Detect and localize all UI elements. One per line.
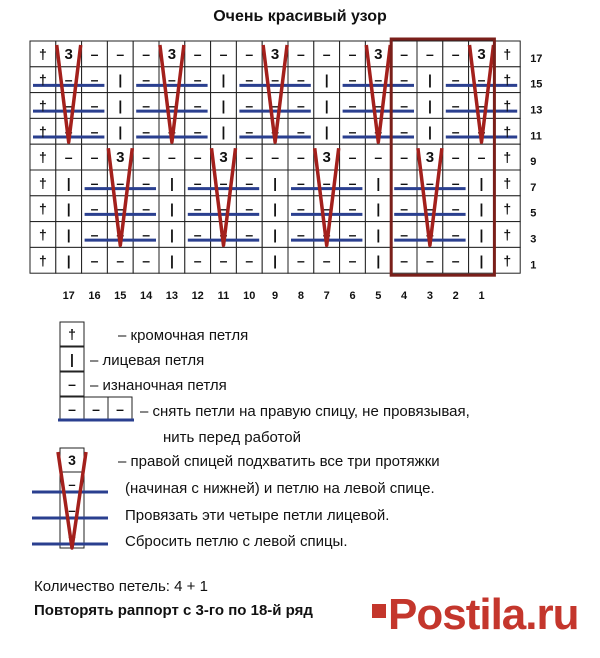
- stitch-symbol-purl: –: [90, 149, 99, 166]
- stitch-symbol-purl: –: [219, 45, 228, 62]
- stitch-symbol-purl: –: [219, 252, 228, 269]
- row-number: 1: [530, 259, 537, 272]
- stitch-symbol-purl: –: [90, 226, 99, 243]
- stitch-symbol-purl: –: [400, 45, 408, 62]
- stitch-symbol-knit: |: [324, 71, 329, 88]
- stitch-symbol-purl: –: [142, 71, 150, 88]
- stitch-symbol-purl: –: [142, 174, 150, 191]
- stitch-symbol-purl: –: [142, 200, 150, 217]
- stitch-symbol-knit: |: [273, 174, 278, 191]
- stitch-symbol-purl: –: [348, 174, 357, 191]
- stitch-symbol-edge: †: [503, 123, 512, 140]
- stitch-symbol-purl: –: [193, 149, 202, 166]
- stitch-symbol-purl: –: [90, 252, 99, 269]
- stitch-symbol-purl: –: [297, 71, 305, 88]
- stitch-symbol-edge: †: [503, 174, 512, 191]
- legend-knit-cell-symbol: |: [70, 351, 74, 367]
- stitch-symbol-purl: –: [193, 174, 202, 191]
- legend-three-purl: –: [68, 477, 76, 492]
- stitch-symbol-purl: –: [400, 200, 408, 217]
- stitch-symbol-purl: –: [90, 71, 99, 88]
- stitch-symbol-knit: |: [479, 174, 484, 191]
- stitch-symbol-knit: |: [376, 200, 381, 217]
- stitch-symbol-purl: –: [142, 97, 150, 114]
- stitch-symbol-knit: |: [376, 226, 381, 243]
- stitch-symbol-cross: –: [168, 97, 176, 114]
- legend-knit-text: – лицевая петля: [90, 352, 205, 369]
- legend-three-text-1: – правой спицей подхватить все три протяжки: [118, 453, 440, 470]
- stitch-symbol-knit: |: [169, 252, 174, 269]
- stitch-symbol-purl: –: [297, 45, 305, 62]
- stitch-symbol-purl: –: [348, 97, 357, 114]
- stitch-symbol-cross: –: [64, 71, 73, 88]
- column-number: 10: [243, 290, 256, 303]
- column-number: 14: [139, 290, 153, 303]
- stitch-symbol-knit: |: [66, 252, 71, 269]
- column-number: 1: [478, 290, 485, 303]
- stitch-symbol-cross: –: [219, 226, 228, 243]
- legend-slip-text-1: – снять петли на правую спицу, не провязывая,: [140, 403, 470, 420]
- repeat-instruction: Повторять раппорт с 3-го по 18-й ряд: [34, 602, 313, 619]
- stitch-symbol-purl: –: [90, 97, 99, 114]
- legend-three-purl: –: [68, 529, 76, 544]
- stitch-symbol-purl: –: [193, 97, 202, 114]
- stitch-symbol-purl: –: [348, 71, 357, 88]
- stitch-symbol-knit: |: [66, 200, 71, 217]
- legend-purl-text: – изнаночная петля: [90, 377, 227, 394]
- column-number: 8: [297, 290, 304, 303]
- stitch-symbol-knit: |: [221, 71, 226, 88]
- stitch-symbol-cross: –: [271, 123, 279, 140]
- legend-edge-text: – кромочная петля: [118, 327, 249, 344]
- stitch-symbol-purl: –: [193, 123, 202, 140]
- stitch-symbol-purl: –: [271, 149, 279, 166]
- stitch-symbol-purl: –: [348, 149, 357, 166]
- stitch-symbol-cross: –: [322, 226, 331, 243]
- row-number: 17: [530, 52, 543, 65]
- stitch-symbol-knit: |: [169, 200, 174, 217]
- stitch-symbol-three: 3: [477, 45, 486, 63]
- stitch-symbol-edge: †: [39, 97, 47, 114]
- stitch-symbol-knit: |: [324, 123, 329, 140]
- column-number: 12: [191, 290, 204, 303]
- column-number: 4: [401, 290, 408, 303]
- stitch-symbol-knit: |: [479, 200, 484, 217]
- stitch-symbol-purl: –: [426, 45, 434, 62]
- stitch-symbol-purl: –: [245, 123, 254, 140]
- legend-three-text-4: Сбросить петлю с левой спицы.: [125, 533, 348, 550]
- stitch-symbol-knit: |: [118, 97, 123, 114]
- stitch-symbol-purl: –: [90, 123, 99, 140]
- stitch-symbol-purl: –: [245, 97, 254, 114]
- stitch-symbol-purl: –: [245, 149, 254, 166]
- row-number: 9: [530, 156, 537, 169]
- column-number: 11: [217, 290, 230, 303]
- stitch-symbol-knit: |: [427, 71, 432, 88]
- stitch-symbol-purl: –: [451, 174, 460, 191]
- stitch-symbol-cross: –: [426, 226, 434, 243]
- stitch-symbol-purl: –: [348, 123, 357, 140]
- stitch-symbol-purl: –: [400, 226, 408, 243]
- legend-purl-cell-symbol: –: [68, 376, 76, 392]
- stitch-symbol-purl: –: [322, 252, 331, 269]
- stitch-symbol-cross: –: [168, 71, 176, 88]
- stitch-symbol-edge: †: [503, 226, 512, 243]
- row-number: 11: [530, 130, 542, 143]
- stitch-symbol-knit: |: [273, 226, 278, 243]
- stitch-symbol-purl: –: [451, 45, 460, 62]
- stitch-symbol-purl: –: [193, 226, 202, 243]
- legend-slip-text-2: нить перед работой: [163, 429, 301, 446]
- stitch-symbol-knit: |: [169, 226, 174, 243]
- stitch-symbol-cross: –: [477, 123, 486, 140]
- stitch-symbol-cross: –: [219, 174, 228, 191]
- column-number: 3: [426, 290, 433, 303]
- stitch-symbol-edge: †: [39, 252, 47, 269]
- stitch-symbol-purl: –: [451, 226, 460, 243]
- row-number: 15: [530, 78, 543, 91]
- stitch-symbol-purl: –: [348, 226, 357, 243]
- stitch-symbol-purl: –: [400, 252, 408, 269]
- stitch-symbol-knit: |: [427, 97, 432, 114]
- stitch-symbol-cross: –: [322, 174, 331, 191]
- stitch-symbol-three: 3: [374, 45, 383, 63]
- row-number: 7: [530, 181, 537, 194]
- stitch-symbol-edge: †: [503, 252, 512, 269]
- stitch-symbol-edge: †: [503, 149, 512, 166]
- stitch-symbol-cross: –: [116, 174, 125, 191]
- stitch-symbol-purl: –: [245, 226, 254, 243]
- stitch-symbol-purl: –: [348, 252, 357, 269]
- stitch-symbol-knit: |: [376, 252, 381, 269]
- column-number: 13: [165, 290, 179, 303]
- stitch-symbol-knit: |: [479, 252, 484, 269]
- column-number: 6: [349, 290, 356, 303]
- stitch-symbol-knit: |: [118, 123, 123, 140]
- stitch-symbol-purl: –: [451, 149, 460, 166]
- stitch-symbol-edge: †: [39, 123, 47, 140]
- stitch-symbol-purl: –: [451, 71, 460, 88]
- stitch-symbol-knit: |: [479, 226, 484, 243]
- column-number: 17: [62, 290, 75, 303]
- column-number: 15: [114, 290, 127, 303]
- column-number: 16: [88, 290, 101, 303]
- stitch-symbol-purl: –: [322, 45, 331, 62]
- stitch-symbol-purl: –: [297, 123, 305, 140]
- stitch-symbol-knit: |: [118, 71, 123, 88]
- stitch-symbol-purl: –: [142, 226, 150, 243]
- stitch-symbol-purl: –: [193, 200, 202, 217]
- stitch-symbol-purl: –: [116, 252, 125, 269]
- stitch-symbol-cross: –: [426, 174, 434, 191]
- stitch-symbol-cross: –: [116, 226, 125, 243]
- legend-three-cell-symbol: 3: [68, 452, 76, 468]
- stitch-symbol-knit: |: [169, 174, 174, 191]
- stitch-symbol-purl: –: [297, 252, 305, 269]
- legend-edge-cell-symbol: †: [68, 326, 76, 342]
- stitch-symbol-knit: |: [324, 97, 329, 114]
- stitch-symbol-purl: –: [245, 45, 254, 62]
- stitch-count: Количество петель: 4 + 1: [34, 578, 208, 595]
- stitch-symbol-purl: –: [400, 174, 408, 191]
- stitch-symbol-purl: –: [451, 200, 460, 217]
- column-number: 5: [375, 290, 382, 303]
- stitch-symbol-cross: –: [374, 97, 383, 114]
- stitch-symbol-purl: –: [142, 45, 150, 62]
- stitch-symbol-cross: –: [219, 200, 228, 217]
- stitch-symbol-purl: –: [64, 149, 73, 166]
- stitch-symbol-cross: –: [477, 97, 486, 114]
- row-number: 3: [530, 233, 537, 246]
- watermark-logo-icon: [372, 604, 386, 618]
- stitch-symbol-edge: †: [39, 226, 47, 243]
- legend-slip-cell-symbol: –: [68, 401, 76, 417]
- stitch-symbol-purl: –: [451, 123, 460, 140]
- stitch-symbol-cross: –: [64, 97, 73, 114]
- legend-three-text-2: (начиная с нижней) и петлю на левой спице.: [125, 480, 435, 497]
- column-number: 9: [272, 290, 279, 303]
- stitch-symbol-edge: †: [503, 200, 512, 217]
- stitch-symbol-three: 3: [425, 149, 435, 167]
- stitch-symbol-purl: –: [348, 200, 357, 217]
- stitch-symbol-cross: –: [168, 123, 176, 140]
- stitch-symbol-purl: –: [297, 149, 305, 166]
- stitch-symbol-purl: –: [400, 149, 408, 166]
- stitch-symbol-purl: –: [142, 149, 150, 166]
- stitch-symbol-knit: |: [221, 123, 226, 140]
- stitch-symbol-purl: –: [477, 149, 486, 166]
- stitch-symbol-purl: –: [400, 97, 408, 114]
- stitch-symbol-three: 3: [116, 149, 125, 167]
- stitch-symbol-cross: –: [271, 97, 279, 114]
- chart-title: Очень красивый узор: [213, 8, 387, 25]
- stitch-symbol-knit: |: [66, 174, 71, 191]
- stitch-symbol-knit: |: [427, 123, 432, 140]
- stitch-symbol-cross: –: [477, 71, 486, 88]
- stitch-symbol-purl: –: [400, 71, 408, 88]
- stitch-symbol-knit: |: [221, 97, 226, 114]
- stitch-symbol-knit: |: [66, 226, 71, 243]
- stitch-symbol-purl: –: [193, 252, 202, 269]
- stitch-symbol-purl: –: [245, 252, 254, 269]
- stitch-symbol-cross: –: [64, 123, 73, 140]
- stitch-symbol-purl: –: [90, 200, 99, 217]
- stitch-symbol-three: 3: [64, 45, 73, 63]
- stitch-symbol-three: 3: [270, 45, 280, 63]
- stitch-symbol-purl: –: [451, 252, 460, 269]
- stitch-symbol-cross: –: [322, 200, 331, 217]
- legend-slip-cell-symbol: –: [116, 401, 124, 417]
- row-number: 5: [530, 207, 537, 220]
- legend-three-text-3: Провязать эти четыре петли лицевой.: [125, 507, 390, 524]
- stitch-symbol-purl: –: [90, 174, 99, 191]
- stitch-symbol-purl: –: [374, 149, 383, 166]
- stitch-symbol-knit: |: [376, 174, 381, 191]
- column-number: 7: [323, 290, 330, 303]
- stitch-symbol-cross: –: [271, 71, 279, 88]
- stitch-symbol-purl: –: [297, 174, 305, 191]
- stitch-symbol-purl: –: [297, 200, 305, 217]
- stitch-symbol-edge: †: [39, 149, 47, 166]
- stitch-symbol-edge: †: [503, 71, 512, 88]
- stitch-symbol-purl: –: [116, 45, 125, 62]
- stitch-symbol-purl: –: [193, 71, 202, 88]
- stitch-symbol-purl: –: [297, 97, 305, 114]
- stitch-symbol-three: 3: [322, 149, 331, 167]
- legend-slip-cell-symbol: –: [92, 401, 100, 417]
- stitch-symbol-purl: –: [426, 252, 434, 269]
- stitch-symbol-purl: –: [245, 71, 254, 88]
- stitch-symbol-cross: –: [374, 71, 383, 88]
- stitch-symbol-knit: |: [273, 200, 278, 217]
- stitch-symbol-cross: –: [116, 200, 125, 217]
- stitch-symbol-purl: –: [297, 226, 305, 243]
- stitch-symbol-edge: †: [39, 174, 47, 191]
- legend-three-purl: –: [68, 503, 76, 518]
- stitch-symbol-knit: |: [273, 252, 278, 269]
- stitch-symbol-purl: –: [348, 45, 357, 62]
- stitch-symbol-purl: –: [142, 252, 150, 269]
- stitch-symbol-purl: –: [245, 174, 254, 191]
- stitch-symbol-cross: –: [374, 123, 383, 140]
- stitch-symbol-three: 3: [167, 45, 177, 63]
- stitch-symbol-purl: –: [168, 149, 176, 166]
- stitch-symbol-cross: –: [426, 200, 434, 217]
- stitch-symbol-edge: †: [503, 97, 512, 114]
- stitch-symbol-purl: –: [451, 97, 460, 114]
- column-number: 2: [452, 290, 459, 303]
- stitch-symbol-purl: –: [90, 45, 99, 62]
- stitch-symbol-purl: –: [142, 123, 150, 140]
- stitch-symbol-edge: †: [39, 200, 47, 217]
- watermark: Postila.ru: [388, 590, 579, 639]
- row-number: 13: [530, 104, 543, 117]
- stitch-symbol-edge: †: [503, 45, 512, 62]
- stitch-symbol-purl: –: [245, 200, 254, 217]
- stitch-symbol-three: 3: [219, 149, 228, 167]
- stitch-symbol-edge: †: [39, 45, 47, 62]
- stitch-symbol-purl: –: [193, 45, 202, 62]
- stitch-symbol-edge: †: [39, 71, 47, 88]
- stitch-symbol-purl: –: [400, 123, 408, 140]
